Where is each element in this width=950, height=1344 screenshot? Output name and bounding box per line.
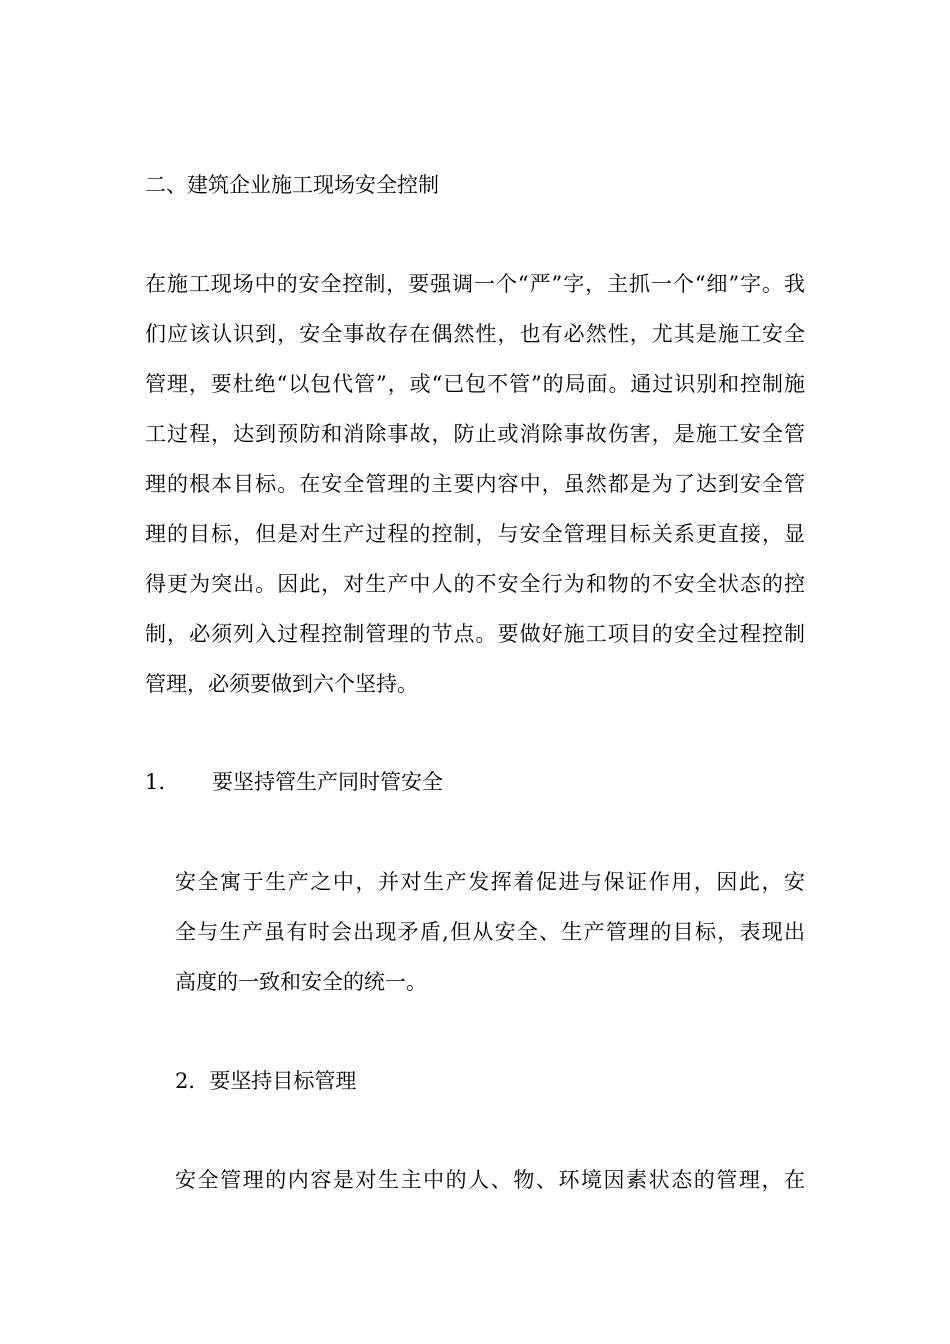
intro-line-6: 理的目标，但是对生产过程的控制，与安全管理目标关系更直接，显 — [145, 522, 805, 546]
intro-line-7: 得更为突出。因此，对生产中人的不安全行为和物的不安全状态的控 — [145, 572, 805, 596]
item-2-title: 2．要坚持目标管理 — [175, 1069, 357, 1093]
section-heading: 二、建筑企业施工现场安全控制 — [145, 173, 439, 197]
item-1-line-2: 全与生产虽有时会出现矛盾,但从安全、生产管理的目标，表现出 — [175, 920, 805, 944]
item-1-line-3: 高度的一致和安全的统一。 — [175, 970, 427, 994]
item-1-title: 要坚持管生产同时管安全 — [212, 770, 443, 794]
intro-line-1: 在施工现场中的安全控制，要强调一个“严”字，主抓一个“细”字。我 — [145, 272, 805, 296]
intro-line-5: 理的根本目标。在安全管理的主要内容中，虽然都是为了达到安全管 — [145, 472, 805, 496]
intro-line-9: 管理，必须要做到六个坚持。 — [145, 672, 418, 696]
intro-line-8: 制，必须列入过程控制管理的节点。要做好施工项目的安全过程控制 — [145, 622, 805, 646]
intro-line-2: 们应该认识到，安全事故存在偶然性，也有必然性，尤其是施工安全 — [145, 322, 805, 346]
item-2-line-1: 安全管理的内容是对生主中的人、物、环境因素状态的管理，在 — [175, 1168, 805, 1192]
item-1-number: 1. — [145, 770, 166, 794]
intro-line-3: 管理，要杜绝“以包代管”，或“已包不管”的局面。通过识别和控制施 — [145, 372, 805, 396]
item-1-line-1: 安全寓于生产之中，并对生产发挥着促进与保证作用，因此，安 — [175, 870, 805, 894]
intro-line-4: 工过程，达到预防和消除事故，防止或消除事故伤害，是施工安全管 — [145, 422, 805, 446]
